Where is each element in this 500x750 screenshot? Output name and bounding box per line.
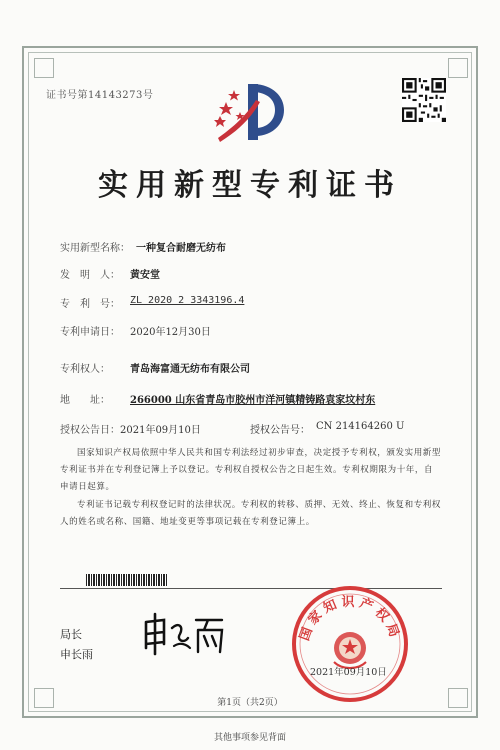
page-number: 第1页（共2页） (217, 698, 283, 708)
director-title: 局长 (60, 628, 82, 641)
name-value: 一种复合耐磨无纺布 (136, 243, 226, 254)
certificate-title: 实用新型专利证书 (98, 168, 402, 203)
grant-date-value: 2021年09月10日 (120, 425, 201, 436)
filing-date-label: 专利申请日： (60, 327, 120, 338)
director-name: 申长雨 (60, 648, 93, 661)
patentee-label: 专利权人： (60, 364, 110, 375)
inventor-label: 发 明 人： (60, 270, 120, 281)
patentee-value: 青岛海富通无纺布有限公司 (130, 364, 250, 375)
cnipa-logo-icon (212, 76, 292, 146)
address-value: 266000 山东省青岛市胶州市洋河镇精铸路袁家坟村东 (130, 395, 376, 406)
official-seal-icon (290, 584, 410, 704)
legal-status-paragraph: 专利证书记载专利权登记时的法律状况。专利权的转移、质押、无效、终止、恢复和专利权人的姓名或名称、国籍、地址变更等事项记载在专利登记簿上。 (60, 500, 442, 527)
handwritten-signature-icon (138, 608, 228, 658)
qr-code-icon (402, 78, 446, 122)
grant-statement-paragraph: 国家知识产权局依照中华人民共和国专利法经过初步审查，决定授予专利权，颁发实用新型专利证书并在专利登记簿上予以登记。专利权自授权公告之日起生效。专利权期限为十年，自申请日起算。 (60, 448, 442, 492)
corner-ornament (448, 58, 468, 78)
filing-date-value: 2020年12月30日 (130, 327, 211, 338)
patent-number-label: 专 利 号： (60, 299, 120, 310)
seal-date: 2021年09月10日 (310, 667, 387, 678)
address-label: 地 址： (60, 395, 110, 406)
footer-note: 其他事项参见背面 (213, 733, 286, 743)
certificate-number: 证书号第14143273号 (46, 90, 154, 101)
corner-ornament (34, 58, 54, 78)
barcode-icon (86, 574, 168, 586)
patent-number-value: ZL 2020 2 3343196.4 (130, 295, 245, 306)
seal-text: 国家知识产权局 (297, 595, 403, 643)
inventor-value: 黄安堂 (130, 270, 160, 281)
name-label: 实用新型名称： (60, 243, 130, 254)
grant-number-label: 授权公告号： (250, 425, 310, 436)
grant-number-value: CN 214164260 U (316, 421, 405, 432)
grant-date-label: 授权公告日： (60, 425, 120, 436)
